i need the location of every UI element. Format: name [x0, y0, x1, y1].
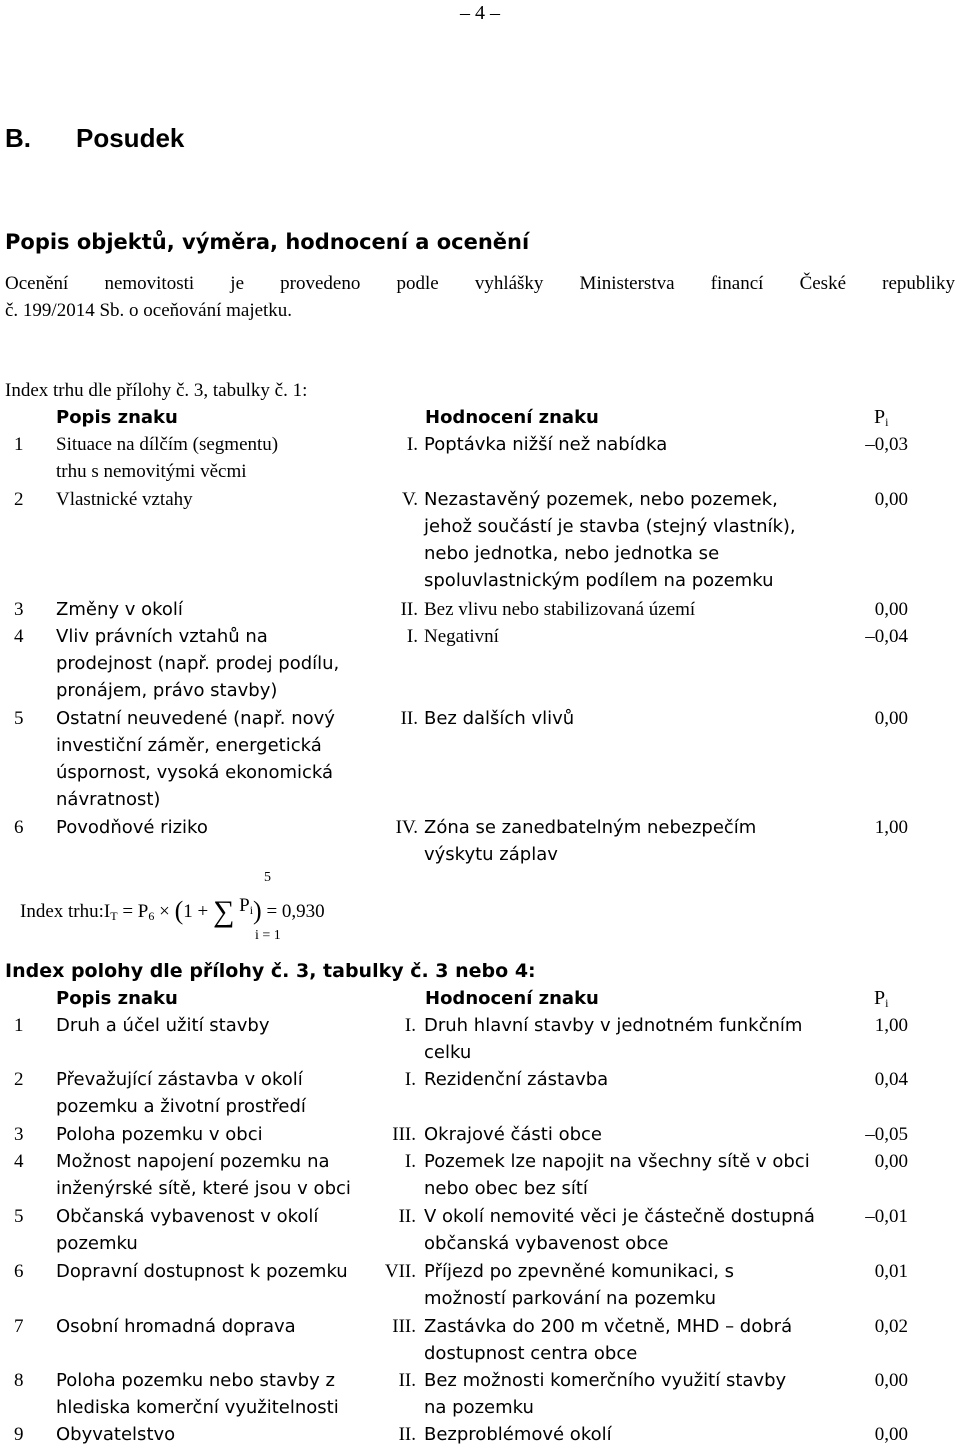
row-hodnoceni: spoluvlastnickým podílem na pozemku: [424, 570, 774, 591]
row-popis: Vliv právních vztahů na: [56, 626, 268, 647]
intro-line-2: č. 199/2014 Sb. o oceňování majetku.: [5, 300, 293, 321]
row-hodnoceni: Bez možnosti komerčního využití stavby: [424, 1370, 787, 1391]
row-popis: pronájem, právo stavby): [56, 680, 278, 701]
row-number: 5: [14, 708, 24, 729]
index-polohy-title: Index polohy dle přílohy č. 3, tabulky č. 3 nebo 4:: [5, 960, 536, 982]
intro-word: Ministerstva: [579, 273, 675, 294]
intro-word: provedeno: [280, 273, 361, 294]
row-hodnoceni: možností parkování na pozemku: [424, 1288, 716, 1309]
row-hodnoceni: Pozemek lze napojit na všechny sítě v obci: [424, 1151, 810, 1172]
sum-lower-limit: i = 1: [255, 928, 281, 943]
row-popis: Obyvatelstvo: [56, 1424, 176, 1445]
row-popis: Druh a účel užití stavby: [56, 1015, 270, 1036]
row-roman: II.: [400, 599, 418, 620]
row-p-value: 0,04: [874, 1069, 908, 1090]
row-popis: pozemku: [56, 1233, 138, 1254]
page-number: – 4 –: [460, 2, 500, 24]
column-header-hodnoceni: Hodnocení znaku: [425, 407, 599, 428]
row-popis: pozemku a životní prostředí: [56, 1096, 306, 1117]
row-roman: I.: [404, 1069, 416, 1090]
row-popis: trhu s nemovitými věcmi: [56, 461, 247, 482]
row-p-value: –0,01: [865, 1206, 908, 1227]
row-popis: návratnost): [56, 789, 161, 810]
sum-symbol: ∑: [212, 895, 235, 928]
intro-line-1: [5, 270, 955, 297]
subsection-title: Popis objektů, výměra, hodnocení a ocenění: [5, 230, 530, 254]
row-hodnoceni: Zastávka do 200 m včetně, MHD – dobrá: [424, 1316, 793, 1337]
formula-open-paren: (: [174, 896, 184, 925]
section-title: Posudek: [76, 123, 185, 153]
row-popis: Dopravní dostupnost k pozemku: [56, 1261, 348, 1282]
row-number: 1: [14, 434, 24, 455]
row-popis: Poloha pozemku nebo stavby z: [56, 1370, 335, 1391]
row-number: 2: [14, 489, 24, 510]
section-letter: B.: [5, 123, 31, 153]
row-hodnoceni: Bez vlivu nebo stabilizovaná území: [424, 599, 696, 620]
intro-paragraph: [5, 270, 955, 324]
row-popis: Ostatní neuvedené (např. nový: [56, 708, 335, 729]
row-hodnoceni: občanská vybavenost obce: [424, 1233, 669, 1254]
row-popis: Vlastnické vztahy: [56, 489, 193, 510]
row-hodnoceni: Zóna se zanedbatelným nebezpečím: [424, 817, 757, 838]
row-p-value: 1,00: [874, 817, 908, 838]
row-roman: VII.: [384, 1261, 416, 1282]
row-roman: II.: [398, 1424, 416, 1445]
intro-word: Ocenění: [5, 273, 69, 294]
row-hodnoceni: Příjezd po zpevněné komunikaci, s: [424, 1261, 735, 1282]
formula-result: = 0,930: [266, 901, 325, 922]
row-hodnoceni: V okolí nemovité věci je částečně dostupná: [424, 1206, 815, 1227]
row-roman: V.: [401, 489, 418, 510]
row-popis: Převažující zástavba v okolí: [56, 1069, 303, 1090]
row-popis: inženýrské sítě, které jsou v obci: [56, 1178, 351, 1199]
row-p-value: 0,00: [874, 489, 908, 510]
formula-sub-6: 6: [148, 909, 155, 923]
row-popis: Občanská vybavenost v okolí: [56, 1206, 319, 1227]
row-roman: I.: [404, 1015, 416, 1036]
row-number: 5: [14, 1206, 24, 1227]
intro-word: vyhlášky: [474, 273, 544, 294]
row-roman: II.: [398, 1370, 416, 1391]
row-popis: Poloha pozemku v obci: [56, 1124, 263, 1145]
row-hodnoceni: Bezproblémové okolí: [424, 1424, 612, 1445]
row-popis: hlediska komerční využitelnosti: [56, 1397, 339, 1418]
formula-sub-i: i: [249, 903, 254, 917]
column-header-hodnoceni: Hodnocení znaku: [425, 988, 599, 1009]
row-number: 3: [14, 1124, 24, 1145]
row-roman: II.: [400, 708, 418, 729]
row-roman: II.: [398, 1206, 416, 1227]
p-subscript: i: [885, 415, 889, 429]
p-subscript: i: [885, 996, 889, 1010]
intro-word: je: [230, 273, 245, 294]
p-letter: P: [874, 406, 886, 428]
sum-upper-limit: 5: [264, 870, 271, 885]
formula-sub-t: T: [110, 909, 118, 923]
row-hodnoceni: Okrajové části obce: [424, 1124, 602, 1145]
formula-times: ×: [159, 901, 170, 922]
row-hodnoceni: celku: [424, 1042, 472, 1063]
row-p-value: 0,00: [874, 599, 908, 620]
intro-word: podle: [396, 273, 439, 294]
row-number: 4: [14, 1151, 24, 1172]
intro-word: České: [799, 273, 846, 294]
row-popis: Situace na dílčím (segmentu): [56, 434, 279, 455]
row-number: 6: [14, 1261, 24, 1282]
column-header-popis: Popis znaku: [56, 988, 178, 1009]
column-header-popis: Popis znaku: [56, 407, 178, 428]
intro-word: nemovitosti: [104, 273, 195, 294]
row-number: 7: [14, 1316, 24, 1337]
intro-word: republiky: [882, 273, 955, 294]
row-p-value: 0,01: [874, 1261, 908, 1282]
row-roman: I.: [406, 626, 418, 647]
row-hodnoceni: Bez dalších vlivů: [424, 708, 575, 729]
row-p-value: 0,00: [874, 708, 908, 729]
formula-label: Index trhu:I: [20, 901, 111, 922]
row-number: 1: [14, 1015, 24, 1036]
row-hodnoceni: Nezastavěný pozemek, nebo pozemek,: [424, 489, 778, 510]
row-number: 2: [14, 1069, 24, 1090]
row-roman: I.: [406, 434, 418, 455]
row-popis: Osobní hromadná doprava: [56, 1316, 296, 1337]
row-p-value: 1,00: [874, 1015, 908, 1036]
row-p-value: 0,00: [874, 1370, 908, 1391]
row-hodnoceni: výskytu záplav: [424, 844, 558, 865]
row-hodnoceni: Poptávka nižší než nabídka: [424, 434, 668, 455]
index-trhu-title: Index trhu dle přílohy č. 3, tabulky č. 1:: [5, 380, 308, 401]
row-hodnoceni: Druh hlavní stavby v jednotném funkčním: [424, 1015, 803, 1036]
formula-close-paren: ): [253, 896, 262, 925]
row-popis: prodejnost (např. prodej podílu,: [56, 653, 340, 674]
row-popis: úspornost, vysoká ekonomická: [56, 762, 334, 783]
row-hodnoceni: Rezidenční zástavba: [424, 1069, 609, 1090]
row-number: 3: [14, 599, 24, 620]
row-p-value: –0,04: [865, 626, 908, 647]
row-roman: IV.: [395, 817, 418, 838]
row-hodnoceni: jehož součástí je stavba (stejný vlastník),: [424, 516, 796, 537]
p-letter: P: [874, 987, 886, 1009]
formula-p: P: [239, 895, 250, 916]
formula-eq: = P: [122, 901, 149, 922]
row-roman: III.: [392, 1316, 416, 1337]
row-p-value: –0,03: [865, 434, 908, 455]
row-p-value: 0,00: [874, 1424, 908, 1445]
row-hodnoceni: Negativní: [424, 626, 499, 647]
row-roman: III.: [392, 1124, 416, 1145]
row-number: 4: [14, 626, 24, 647]
formula-one-plus: 1 +: [183, 901, 209, 922]
row-number: 8: [14, 1370, 24, 1391]
row-number: 6: [14, 817, 24, 838]
row-hodnoceni: na pozemku: [424, 1397, 534, 1418]
row-p-value: 0,02: [874, 1316, 908, 1337]
row-hodnoceni: dostupnost centra obce: [424, 1343, 638, 1364]
row-popis: Povodňové riziko: [56, 817, 208, 838]
row-hodnoceni: nebo obec bez sítí: [424, 1178, 588, 1199]
row-hodnoceni: nebo jednotka, nebo jednotka se: [424, 543, 720, 564]
intro-word: financí: [710, 273, 764, 294]
row-number: 9: [14, 1424, 24, 1445]
row-popis: Změny v okolí: [56, 599, 183, 620]
row-popis: investiční záměr, energetická: [56, 735, 322, 756]
row-popis: Možnost napojení pozemku na: [56, 1151, 330, 1172]
row-p-value: 0,00: [874, 1151, 908, 1172]
row-roman: I.: [404, 1151, 416, 1172]
row-p-value: –0,05: [865, 1124, 908, 1145]
